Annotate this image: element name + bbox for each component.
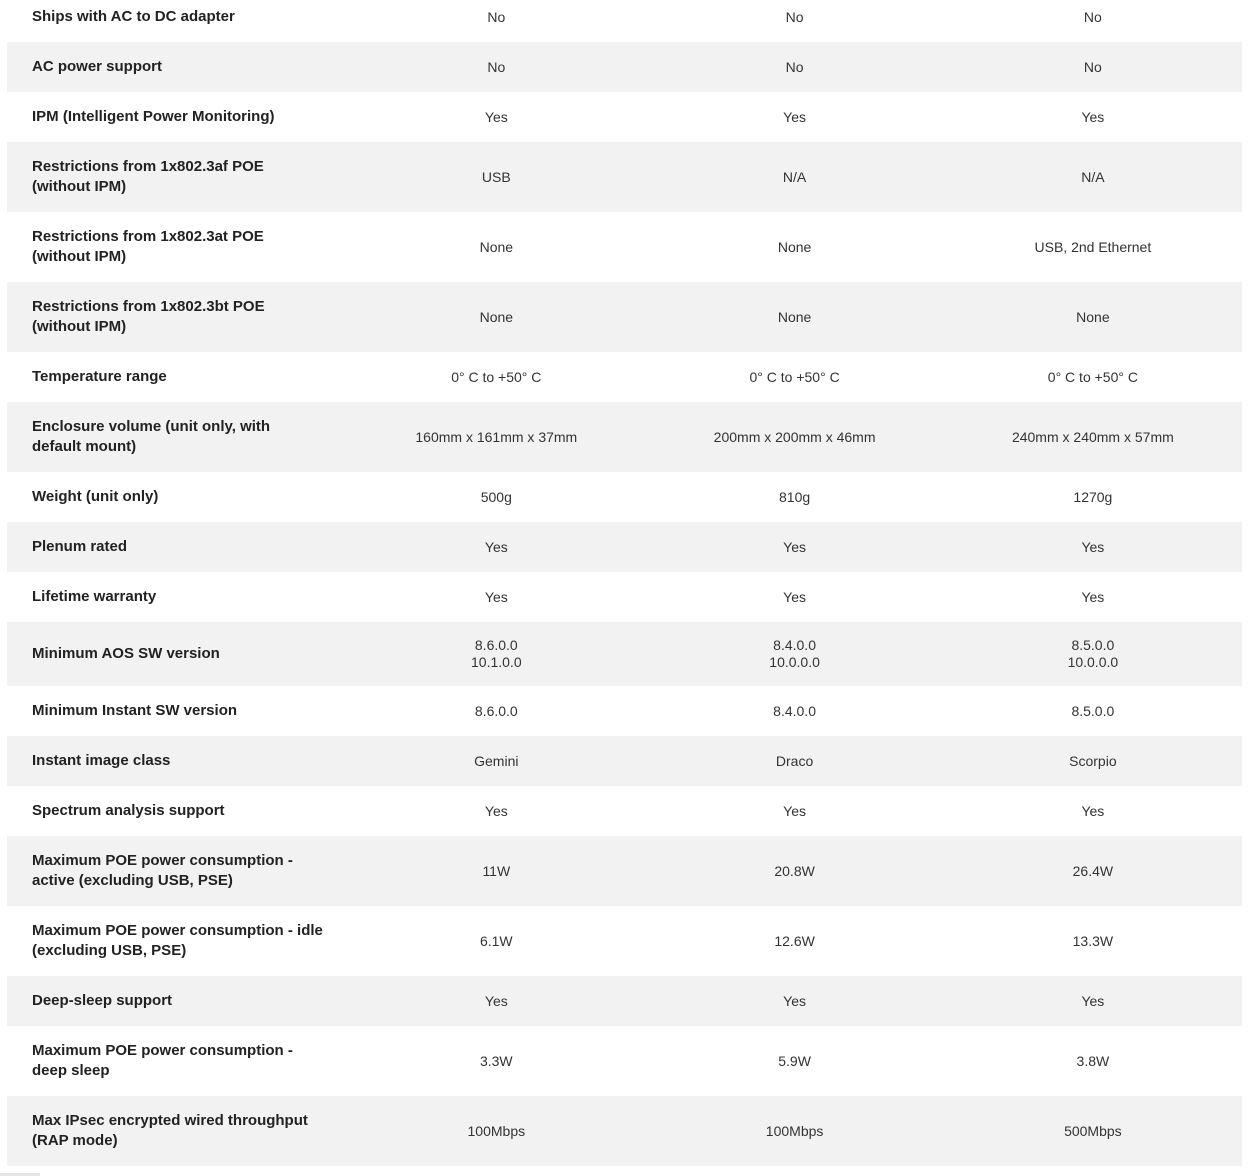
row-value: 200mm x 200mm x 46mm [713,428,876,445]
table-row [7,92,1242,142]
row-label: Deep-sleep support [32,992,173,1009]
row-label: Weight (unit only) [32,488,159,505]
row-value: No [785,8,804,25]
row-label: Spectrum analysis support [32,802,225,819]
row-value: No [1083,8,1102,25]
row-value: 1270g [1073,488,1113,505]
row-value: Yes [484,108,508,125]
row-label: Maximum POE power consumption - active (excluding USB, PSE) [32,852,293,889]
table-row [7,686,1242,736]
table-row [7,786,1242,836]
row-value: Yes [484,588,508,605]
row-value: Yes [1081,992,1105,1009]
row-value: 12.6W [774,932,815,949]
table-row [7,472,1242,522]
row-value: 8.5.0.0 10.0.0.0 [1067,637,1119,670]
row-value: 20.8W [774,862,815,879]
row-value: None [479,308,514,325]
row-value: Yes [783,108,807,125]
table-row [7,0,1242,42]
row-value: Yes [783,802,807,819]
row-label: Restrictions from 1x802.3af POE (without IPM) [32,158,264,195]
row-value: 26.4W [1072,862,1114,879]
row-value: 240mm x 240mm x 57mm [1011,428,1174,445]
row-label: Max IPsec encrypted wired throughput (RAP mode) [32,1112,308,1149]
table-row [7,522,1242,572]
row-value: N/A [782,168,807,185]
row-value: 11W [482,862,511,879]
row-value: USB [481,168,511,185]
row-value: None [1076,308,1110,325]
table-row [7,736,1242,786]
row-value: 8.6.0.0 [474,702,518,719]
row-value: Gemini [474,752,519,769]
row-value: Yes [1081,588,1105,605]
row-label: Enclosure volume (unit only, with default mount) [32,418,271,455]
row-value: None [777,308,812,325]
row-value: 100Mbps [765,1122,824,1139]
table-row [7,352,1242,402]
row-value: 8.5.0.0 [1071,702,1115,719]
table-row [7,976,1242,1026]
row-value: Yes [783,588,807,605]
row-value: 5.9W [778,1052,811,1069]
row-value: None [777,238,812,255]
table-row [7,402,1242,472]
row-label: Maximum POE power consumption - deep sleep [32,1042,293,1079]
row-value: 100Mbps [467,1122,526,1139]
row-value: Yes [484,538,508,555]
row-value: No [1083,58,1102,75]
table-row [7,282,1242,352]
row-label: Minimum AOS SW version [32,645,220,662]
row-value: Yes [1081,538,1105,555]
row-label: Restrictions from 1x802.3at POE (without IPM) [32,228,264,265]
row-label: Maximum POE power consumption - idle (excluding USB, PSE) [32,922,323,959]
table-row [7,142,1242,212]
row-value: Yes [1081,802,1105,819]
row-value: None [479,238,514,255]
row-value: No [487,8,506,25]
row-value: 0° C to +50° C [749,368,840,385]
row-label: Ships with AC to DC adapter [32,8,235,25]
row-label: Instant image class [32,752,171,769]
row-value: Yes [783,538,807,555]
row-value: N/A [1081,168,1105,185]
row-value: USB, 2nd Ethernet [1034,238,1152,255]
row-value: 500Mbps [1064,1122,1122,1139]
row-value: Yes [484,802,508,819]
row-value: 0° C to +50° C [1047,368,1138,385]
row-label: Plenum rated [32,538,128,555]
row-label: Lifetime warranty [32,588,157,605]
row-value: 3.3W [479,1052,513,1069]
table-row [7,42,1242,92]
row-value: No [487,58,506,75]
row-value: 0° C to +50° C [451,368,542,385]
row-label: IPM (Intelligent Power Monitoring) [32,108,275,125]
row-value: 810g [779,488,811,505]
row-value: 160mm x 161mm x 37mm [415,428,578,445]
row-label: Restrictions from 1x802.3bt POE (without IPM) [32,298,265,335]
row-value: 8.6.0.0 10.1.0.0 [471,637,522,670]
row-label: Minimum Instant SW version [32,702,238,719]
row-label: AC power support [32,58,162,75]
row-value: Scorpio [1069,752,1117,769]
row-value: 3.8W [1076,1052,1110,1069]
table-row [7,212,1242,282]
row-value: Yes [1081,108,1105,125]
table-row [7,572,1242,622]
row-value: 8.4.0.0 10.0.0.0 [769,637,820,670]
row-value: 8.4.0.0 [773,702,816,719]
table-row [7,836,1242,906]
table-row [7,1096,1242,1166]
spec-comparison-table [7,0,1242,1166]
row-value: 500g [480,488,512,505]
table-row [7,622,1242,686]
table-row [7,906,1242,976]
row-value: Yes [783,992,807,1009]
row-value: Yes [484,992,508,1009]
row-value: 13.3W [1072,932,1114,949]
row-value: Draco [775,752,814,769]
row-label: Temperature range [32,368,167,385]
row-value: 6.1W [479,932,513,949]
row-value: No [785,58,804,75]
table-row [7,1026,1242,1096]
